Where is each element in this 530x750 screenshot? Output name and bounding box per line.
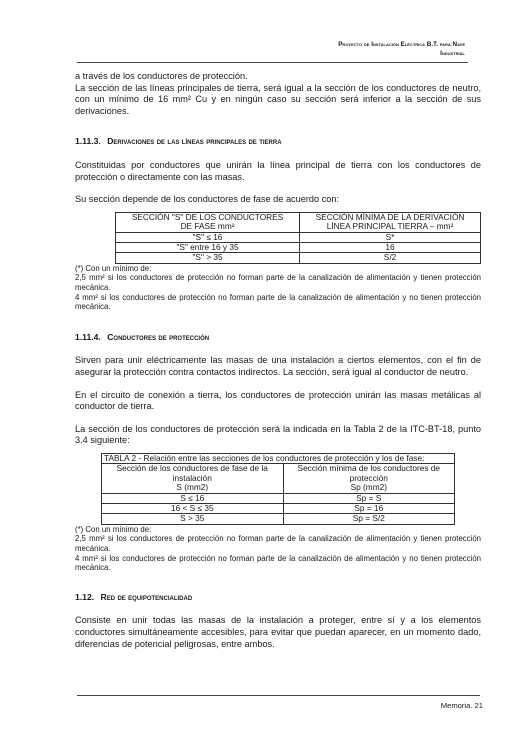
note-line: (*) Con un mínimo de:	[75, 263, 152, 273]
note-line: 2,5 mm² si los conductores de protección no forman parte de la canalización de alimentación y tienen protección mecánica.	[75, 273, 481, 292]
note-line: 2,5 mm² si los conductores de protección no forman parte de la canalización de alimentación y tienen protección mecánica.	[75, 534, 481, 553]
section-number: 1.11.4.	[75, 331, 101, 342]
table-cell: Sp = S	[283, 493, 454, 503]
paragraph: La sección de los conductores de protección será la indicada en la Tabla 2 de la ITC-BT-18, punto 3.4 siguiente:	[75, 423, 481, 446]
table-notes	[75, 264, 481, 312]
protection-conductor-table	[101, 453, 455, 525]
header-text: SECCIÓN "S" DE LOS CONDUCTORES	[131, 211, 284, 222]
header-title-line2: Industrial	[440, 49, 465, 57]
header-divider	[77, 62, 468, 63]
table-header-cell	[283, 464, 454, 493]
table-cell: 16	[300, 242, 481, 252]
table-header-cell	[300, 212, 481, 232]
table-header-row	[116, 212, 481, 232]
table-row	[102, 493, 455, 503]
table-cell: "S" > 35	[116, 253, 300, 263]
paragraph: a través de los conductores de protección.	[75, 71, 248, 81]
header-text: Sección mínima de los conductores de	[297, 463, 441, 474]
table-header-row	[102, 464, 455, 493]
table-cell: S/2	[300, 253, 481, 263]
table-cell: "S" entre 16 y 35	[116, 242, 300, 252]
section-heading	[75, 136, 481, 148]
table-row	[102, 503, 455, 513]
derivation-section-table	[115, 212, 481, 264]
table-row	[116, 253, 481, 263]
section-title: Derivaciones de las líneas principales de tierra	[107, 136, 282, 147]
page-header	[185, 41, 465, 58]
table-caption: TABLA 2 - Relación entre las secciones de los conductores de protección y los de fase:	[102, 453, 455, 463]
table-header-cell	[116, 212, 300, 232]
document-body	[75, 71, 481, 650]
note-line: 4 mm² si los conductores de protección no forman parte de la canalización de alimentación y no tienen protección mecánica.	[75, 292, 481, 312]
paragraph: La sección de las líneas principales de tierra, será igual a la sección de los conductores de neutro, con un mínimo de 16 mm² Cu y en ningún caso su sección será inferior a la sección de sus derivaciones.	[75, 82, 481, 116]
section-heading	[75, 332, 481, 344]
header-text: protección	[349, 472, 388, 483]
header-title-line1: Proyecto de Instalación Eléctrica B.T. para Nave	[338, 41, 465, 48]
header-text: S (mm2)	[176, 482, 209, 493]
note-line: 4 mm² si los conductores de protección no forman parte de la canalización de alimentación y no tienen protección mecánica.	[75, 553, 481, 573]
header-text: SECCIÓN MÍNIMA DE LA DERIVACIÓN	[315, 211, 465, 222]
table-cell: "S" ≤ 16	[116, 232, 300, 242]
table-notes	[75, 525, 481, 573]
table-cell: S ≤ 16	[102, 493, 284, 503]
section-title: Conductores de protección	[107, 331, 210, 342]
section-heading	[75, 592, 481, 604]
table-cell: Sp = 16	[283, 503, 454, 513]
section-number: 1.11.3.	[75, 136, 101, 147]
table-row	[116, 242, 481, 252]
paragraph: Sirven para unir eléctricamente las masas de una instalación a ciertos elementos, con el fin de asegurar la protección contra contactos indirectos. La sección, será igual al conductor de neutro.	[75, 355, 481, 377]
paragraph: Constituidas por conductores que unirán la línea principal de tierra con los conductores de protección o directamente con las masas.	[75, 159, 481, 182]
header-text: instalación	[172, 472, 212, 483]
table-row	[116, 232, 481, 242]
footer-divider	[77, 695, 480, 696]
table-cell: Sp = S/2	[283, 514, 454, 524]
paragraph: En el circuito de conexión a tierra, los conductores de protección unirán las masas metálicas al conductor de tierra.	[75, 389, 481, 412]
table-cell: S > 35	[102, 514, 284, 524]
page-footer: Memoria. 21	[440, 701, 483, 710]
section-title: Red de equipotencialidad	[100, 591, 193, 602]
paragraph: Consiste en unir todas las masas de la instalación a proteger, entre sí y a los elementos conductores simultáneamente accesibles, para evitar que puedan aparecer, en un momento dado, diferencias de potencial peligrosas, entre ambos.	[75, 615, 481, 649]
table-cell: S*	[300, 232, 481, 242]
paragraph: Su sección depende de los conductores de fase de acuerdo con:	[75, 194, 340, 205]
note-line: (*) Con un mínimo de:	[75, 524, 152, 534]
table-header-cell	[102, 464, 284, 493]
table-caption-row	[102, 453, 455, 463]
header-text: DE FASE mm²	[180, 221, 235, 232]
header-text: LÍNEA PRINCIPAL TIERRA – mm²	[326, 221, 454, 232]
header-text: Sección de los conductores de fase de la	[116, 463, 268, 474]
section-number: 1.12.	[75, 591, 95, 602]
header-text: Sp (mm2)	[350, 482, 387, 493]
table-cell: 16 < S ≤ 35	[102, 503, 284, 513]
table-row	[102, 514, 455, 524]
